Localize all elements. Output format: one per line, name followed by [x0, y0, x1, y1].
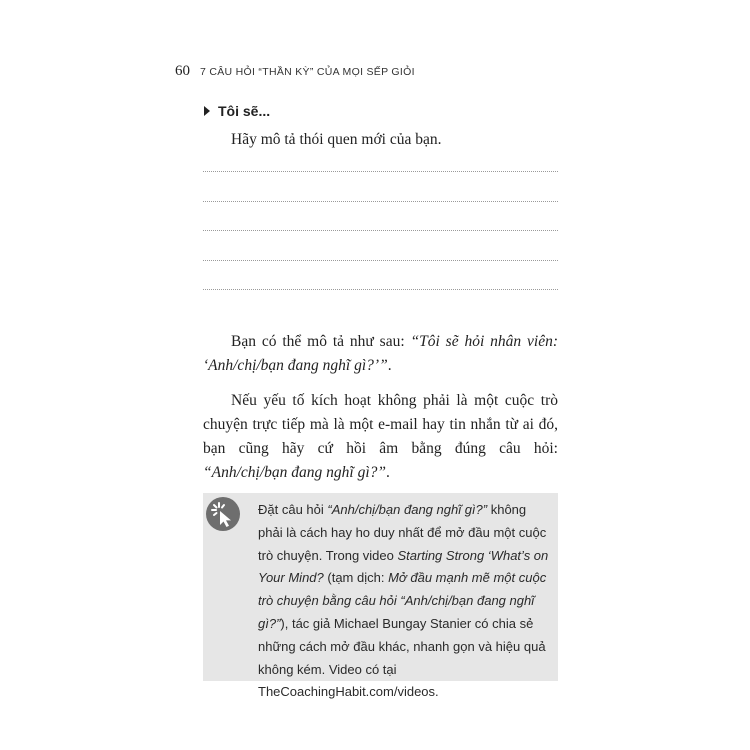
tip-box: [203, 493, 558, 700]
writing-line: [203, 289, 558, 319]
tip-text: Đặt câu hỏi “Anh/chị/bạn đang nghĩ gì?” không phải là cách hay ho duy nhất để mở đầu một cuộc trò chuyện. Trong video Starting Strong ‘What’s on Your Mind? (tạm dịch: Mở đầu mạnh mẽ một cuộc trò chuyện bằng câu hỏi “Anh/chị/bạn đang nghĩ gì?”), tác giả Michael Bungay Stanier có chia sẻ những cách mở đầu khác, nhanh gọn và hiệu quả không kém. Video có tại TheCoachingHabit.com/videos.: [258, 502, 549, 700]
section-heading: [204, 103, 270, 119]
exercise-prompt: Hãy mô tả thói quen mới của bạn.: [231, 131, 442, 148]
writing-line: [203, 201, 558, 231]
running-title: 7 CÂU HỎI “THẦN KỲ” CỦA MỌI SẾP GIỎI: [200, 66, 415, 78]
writing-lines: [203, 171, 558, 319]
paragraph-example: Bạn có thể mô tả như sau: “Tôi sẽ hỏi nhân viên: ‘Anh/chị/bạn đang nghĩ gì?’”.: [203, 333, 558, 374]
writing-line: [203, 260, 558, 290]
cursor-click-icon: [206, 497, 240, 531]
section-title: Tôi sẽ...: [218, 103, 271, 119]
body-text: [203, 330, 558, 496]
triangle-bullet-icon: [204, 106, 210, 116]
page-header: [175, 63, 415, 80]
writing-line: [203, 230, 558, 260]
writing-line: [203, 171, 558, 201]
page-number: 60: [175, 63, 190, 79]
paragraph-trigger: Nếu yếu tố kích hoạt không phải là một cuộc trò chuyện trực tiếp mà là một e-mail hay tin nhắn từ ai đó, bạn cũng hãy cứ hồi âm bằng đúng câu hỏi: “Anh/chị/bạn đang nghĩ gì?”.: [203, 392, 558, 481]
